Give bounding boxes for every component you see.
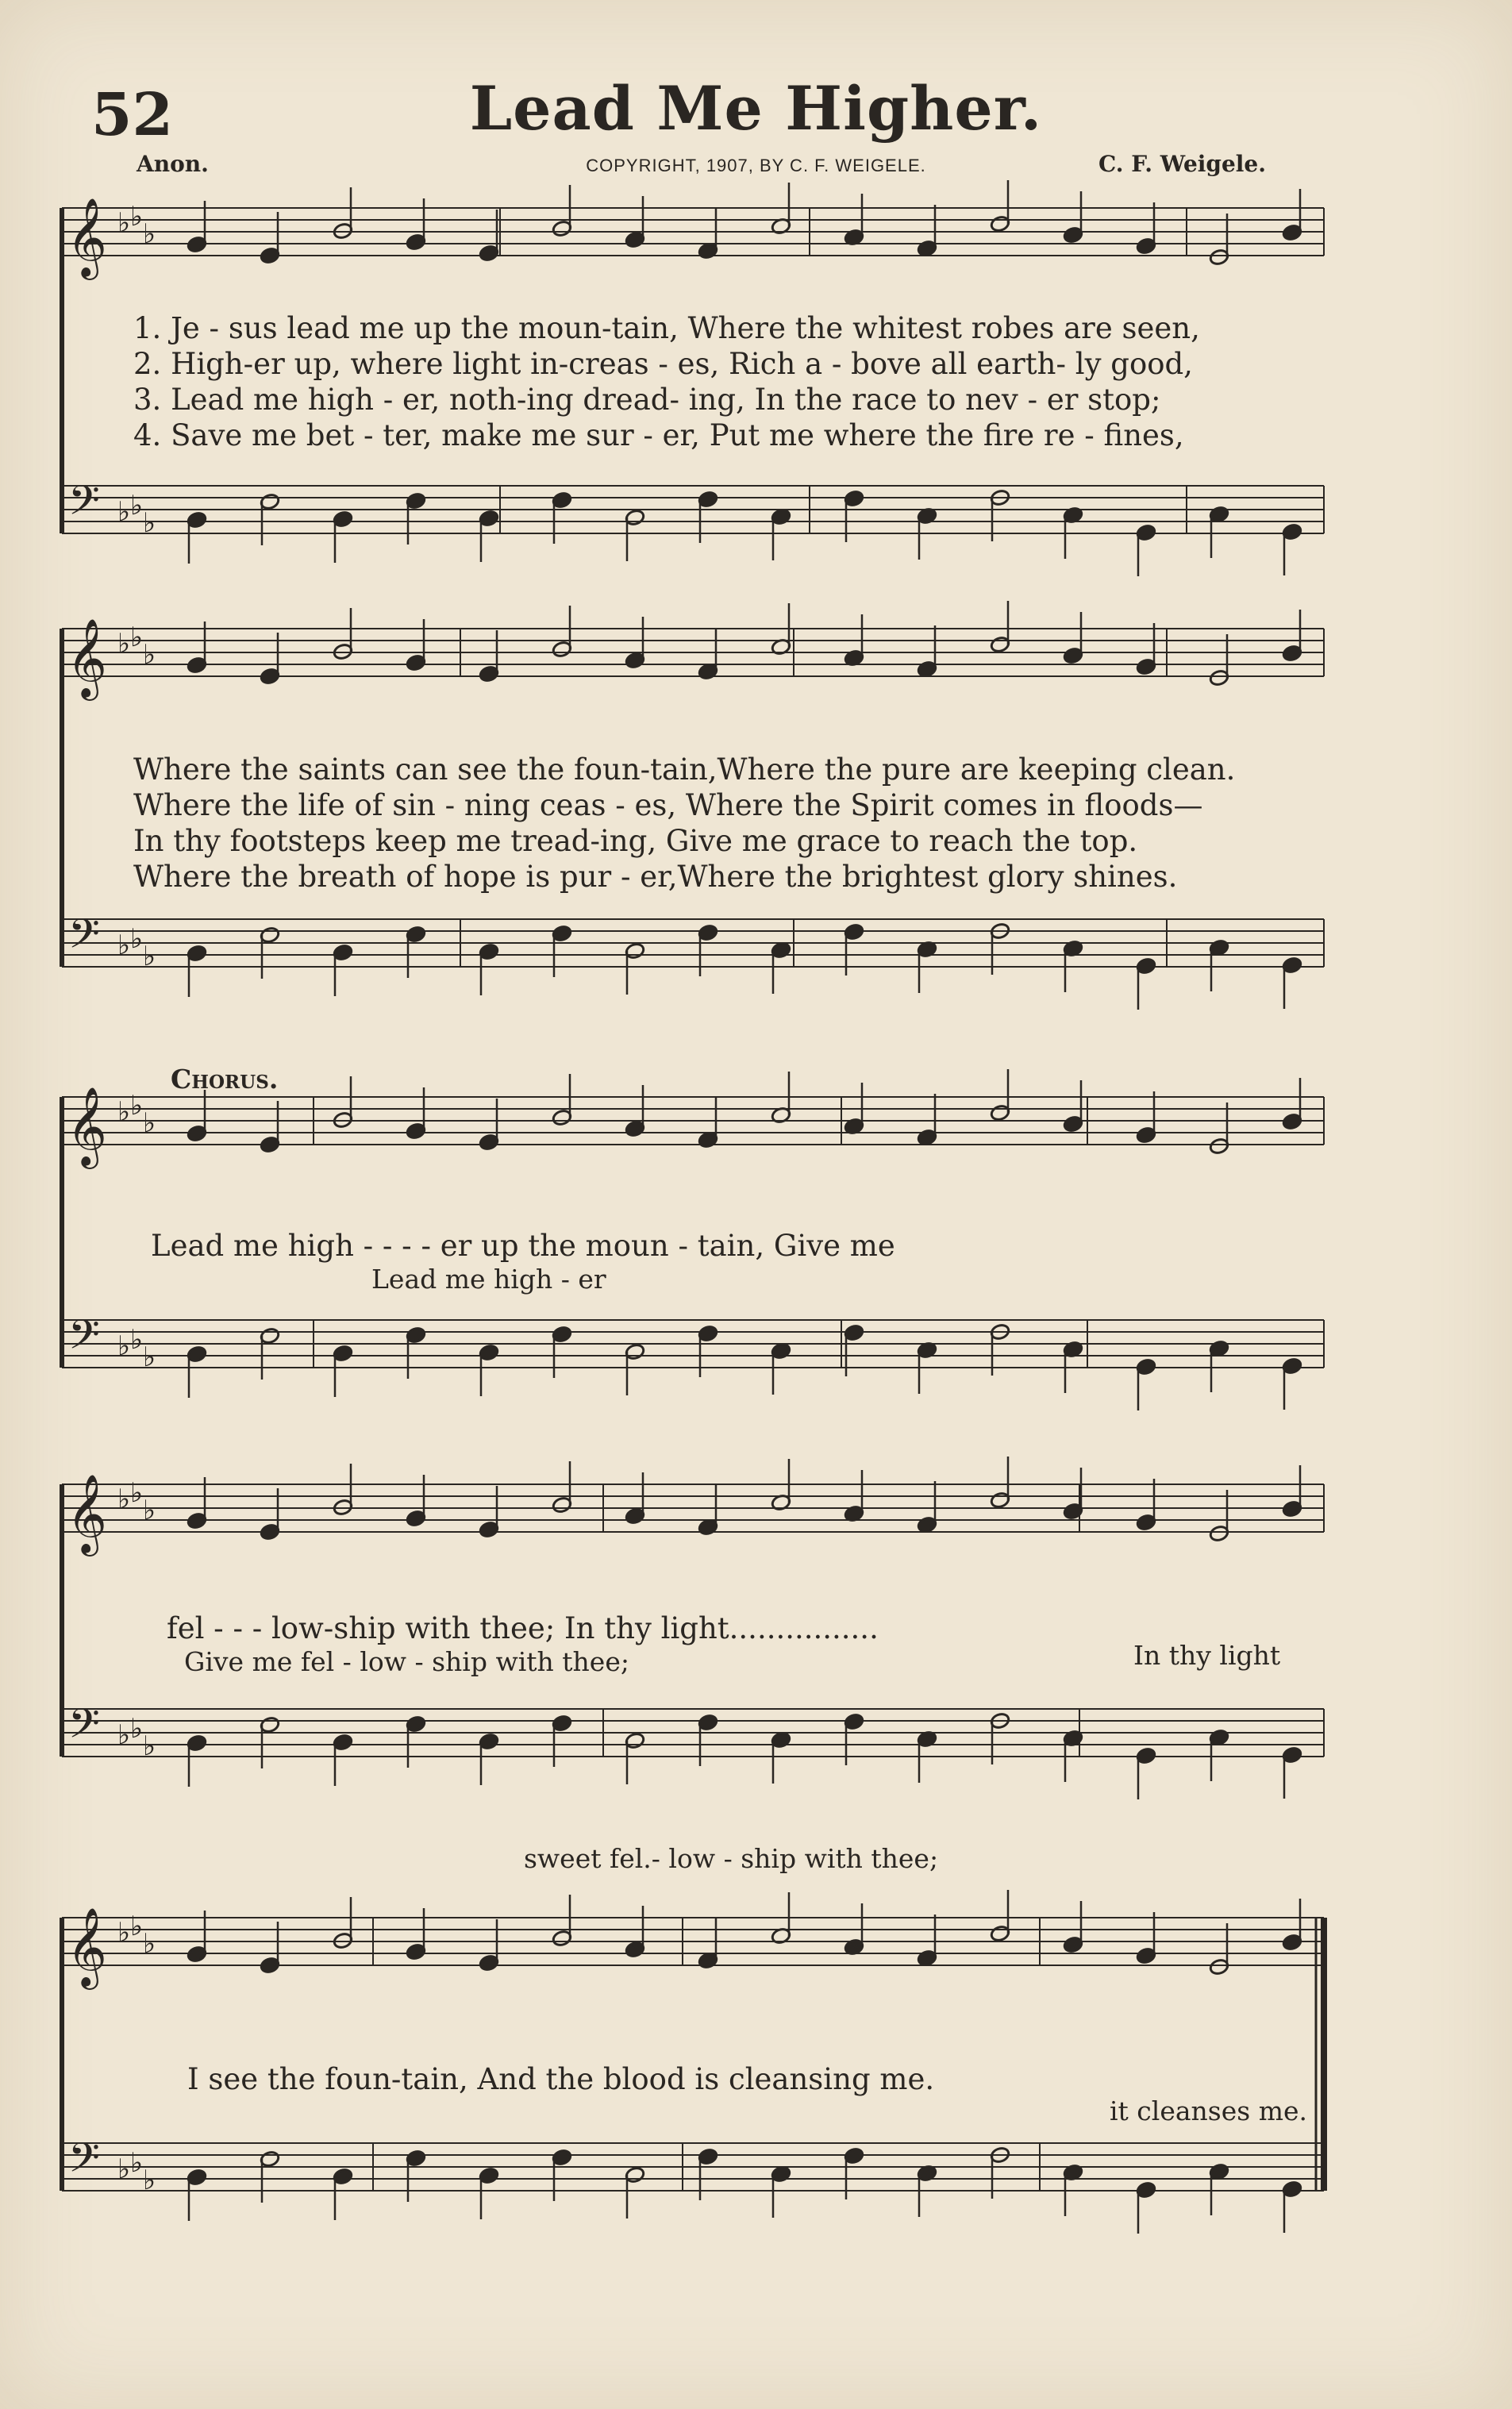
flat-icon: ♭ <box>143 1730 156 1762</box>
flat-icon: ♭ <box>143 1107 156 1139</box>
flat-icon: ♭ <box>130 1090 144 1122</box>
author-credit: Anon. <box>137 151 209 177</box>
flat-icon: ♭ <box>130 201 144 233</box>
flat-icon: ♭ <box>130 923 144 955</box>
flat-icon: ♭ <box>130 1324 144 1356</box>
bass-clef-icon: 𝄢 <box>68 910 100 968</box>
verse-3-line-b: In thy footsteps keep me tread-ing, Give me grace to reach the top. <box>133 824 1138 858</box>
treble-clef-icon: 𝄞 <box>67 1474 107 1553</box>
flat-icon: ♭ <box>143 1341 156 1373</box>
hymn-title: Lead Me Higher. <box>469 73 1043 144</box>
chorus-line-2-alto: Give me fel - low - ship with thee; <box>184 1646 629 1677</box>
chorus-line-3: I see the foun-tain, And the blood is cleansing me. <box>187 2062 935 2096</box>
flat-icon: ♭ <box>130 1911 144 1942</box>
treble-clef-icon: 𝄞 <box>67 618 107 698</box>
flat-icon: ♭ <box>143 507 156 539</box>
flat-icon: ♭ <box>130 1477 144 1509</box>
chorus-label: Chorus. <box>171 1064 279 1095</box>
bass-clef-icon: 𝄢 <box>68 1699 100 1757</box>
flat-icon: ♭ <box>117 1330 131 1362</box>
treble-clef-icon: 𝄞 <box>67 1087 107 1166</box>
chorus-line-1: Lead me high - - - - er up the moun - tain, Give me <box>151 1229 895 1263</box>
chorus-line-2: fel - - - low-ship with thee; In thy light................ <box>167 1611 879 1645</box>
verse-1-line-b: Where the saints can see the foun-tain,Where the pure are keeping clean. <box>133 752 1236 787</box>
bass-clef-icon: 𝄢 <box>68 1310 100 1368</box>
chorus-line-2-right: In thy light <box>1133 1640 1281 1671</box>
treble-clef-icon: 𝄞 <box>67 198 107 277</box>
verse-3-line-a: 3. Lead me high - er, noth-ing dread- ing, In the race to nev - er stop; <box>133 383 1161 417</box>
chorus-bass-lyric: sweet fel.- low - ship with thee; <box>524 1843 939 1874</box>
verse-4-line-b: Where the breath of hope is pur - er,Where the brightest glory shines. <box>133 860 1178 894</box>
flat-icon: ♭ <box>143 2165 156 2196</box>
flat-icon: ♭ <box>143 1928 156 1960</box>
flat-icon: ♭ <box>130 1713 144 1745</box>
chorus-line-3-right: it cleanses me. <box>1110 2095 1307 2126</box>
composer-credit: C. F. Weigele. <box>1098 151 1266 177</box>
verse-4-line-a: 4. Save me bet - ter, make me sur - er, Put me where the fire re - fines, <box>133 418 1184 452</box>
flat-icon: ♭ <box>117 2153 131 2185</box>
flat-icon: ♭ <box>143 1495 156 1526</box>
flat-icon: ♭ <box>117 1483 131 1515</box>
verse-2-line-b: Where the life of sin - ning ceas - es, Where the Spirit comes in floods— <box>133 788 1203 822</box>
bass-clef-icon: 𝄢 <box>68 476 100 534</box>
copyright-notice: COPYRIGHT, 1907, BY C. F. WEIGELE. <box>586 156 926 175</box>
verse-1-line-a: 1. Je - sus lead me up the moun-tain, Where the whitest robes are seen, <box>133 311 1200 345</box>
flat-icon: ♭ <box>130 2147 144 2179</box>
treble-clef-icon: 𝄞 <box>67 1907 107 1987</box>
flat-icon: ♭ <box>143 218 156 250</box>
flat-icon: ♭ <box>117 496 131 528</box>
flat-icon: ♭ <box>117 1096 131 1128</box>
bass-clef-icon: 𝄢 <box>68 2134 100 2192</box>
flat-icon: ♭ <box>143 639 156 671</box>
flat-icon: ♭ <box>143 941 156 972</box>
flat-icon: ♭ <box>117 207 131 239</box>
flat-icon: ♭ <box>117 929 131 961</box>
flat-icon: ♭ <box>117 1719 131 1751</box>
flat-icon: ♭ <box>130 621 144 653</box>
hymn-number: 52 <box>91 81 173 149</box>
flat-icon: ♭ <box>130 490 144 521</box>
verse-2-line-a: 2. High-er up, where light in-creas - es, Rich a - bove all earth- ly good, <box>133 347 1193 381</box>
chorus-line-1-alto: Lead me high - er <box>371 1264 606 1295</box>
flat-icon: ♭ <box>117 1917 131 1949</box>
flat-icon: ♭ <box>117 628 131 660</box>
